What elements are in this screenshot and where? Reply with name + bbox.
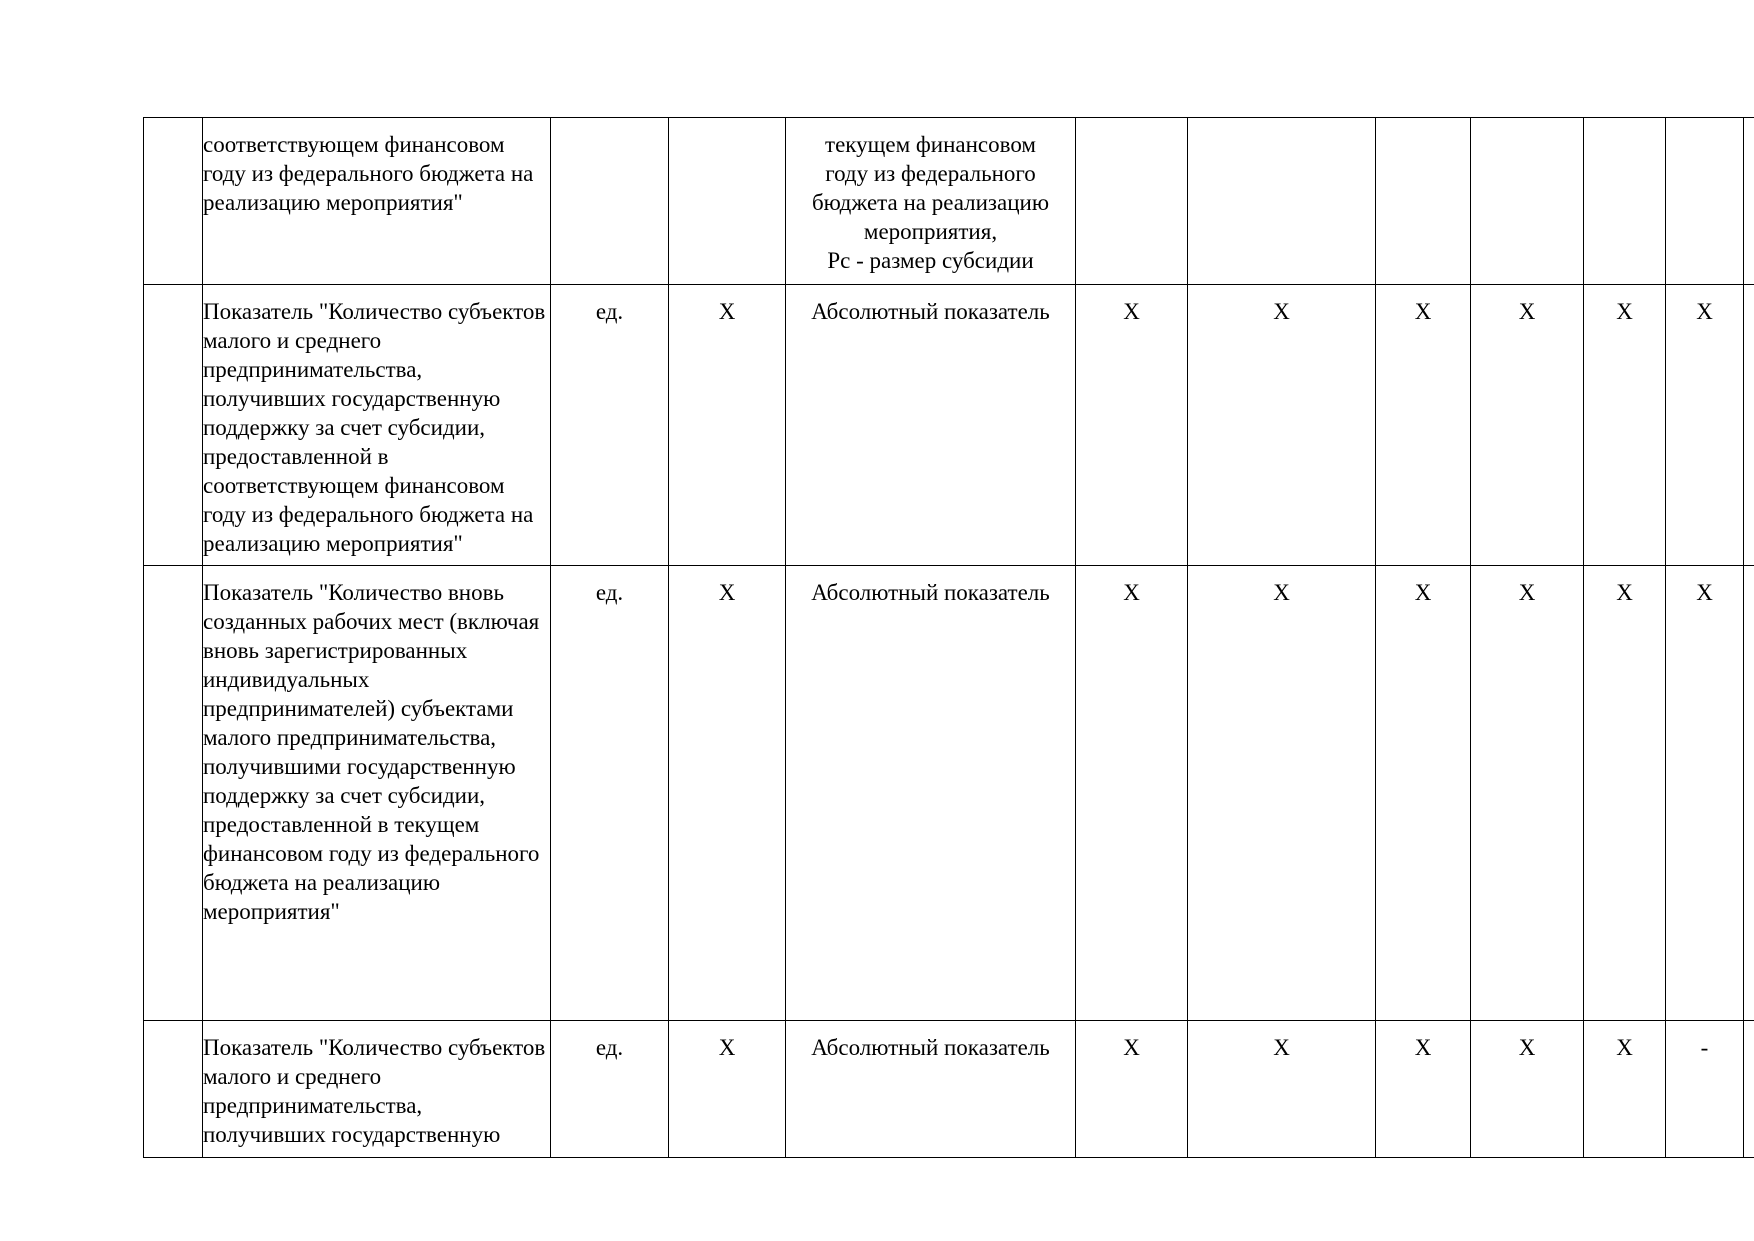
value-cell: X xyxy=(669,1021,786,1158)
unit-cell: ед. xyxy=(551,566,669,1021)
indicator-name-cell: Показатель "Количество вновь созданных рабочих мест (включая вновь зарегистрированных индивидуальных предпринимателей) субъектами малого предпринимательства, получившими государственную поддержку за счет субсидии, предоставленной в текущем финансовом году из федерального бюджета на реализацию мероприятия" xyxy=(203,566,551,1021)
cut-off-cell xyxy=(1744,285,1754,566)
method-cell: Абсолютный показатель xyxy=(786,285,1076,566)
value-cell: X xyxy=(1376,566,1471,1021)
value-cell xyxy=(1076,118,1188,285)
value-cell xyxy=(1188,118,1376,285)
row-number-cell xyxy=(144,285,203,566)
method-cell: Абсолютный показатель xyxy=(786,566,1076,1021)
value-cell: X xyxy=(1376,285,1471,566)
value-cell: X xyxy=(1376,1021,1471,1158)
value-cell: X xyxy=(1584,285,1666,566)
value-cell: X xyxy=(1188,566,1376,1021)
indicator-name-cell: Показатель "Количество субъектов малого и среднего предпринимательства, получивших государственную поддержку за счет субсидии, предоставленной в соответствующем финансовом году из федерального бюджета на реализацию мероприятия" xyxy=(203,285,551,566)
value-cell: X xyxy=(1188,285,1376,566)
value-cell: X xyxy=(1076,1021,1188,1158)
value-cell: X xyxy=(1584,566,1666,1021)
row-number-cell xyxy=(144,118,203,285)
indicator-table xyxy=(143,117,1754,1158)
indicator-name-cell: Показатель "Количество субъектов малого и среднего предпринимательства, получивших государственную xyxy=(203,1021,551,1158)
table-row xyxy=(144,118,1754,285)
value-cell: X xyxy=(669,566,786,1021)
method-cell: Абсолютный показатель xyxy=(786,1021,1076,1158)
value-cell xyxy=(1666,118,1744,285)
value-cell: X xyxy=(1471,1021,1584,1158)
value-cell: X xyxy=(1584,1021,1666,1158)
cut-off-cell xyxy=(1744,1021,1754,1158)
unit-cell: ед. xyxy=(551,1021,669,1158)
value-cell xyxy=(1584,118,1666,285)
value-cell: X xyxy=(1471,566,1584,1021)
value-cell: X xyxy=(1076,566,1188,1021)
value-cell xyxy=(1471,118,1584,285)
table-row xyxy=(144,1021,1754,1158)
indicator-name-cell: соответствующем финансовом году из федерального бюджета на реализацию мероприятия" xyxy=(203,118,551,285)
value-cell xyxy=(669,118,786,285)
table-row xyxy=(144,566,1754,1021)
method-cell: текущем финансовом году из федерального бюджета на реализацию мероприятия, Рс - размер субсидии xyxy=(786,118,1076,285)
cut-off-cell xyxy=(1744,566,1754,1021)
unit-cell xyxy=(551,118,669,285)
value-cell: X xyxy=(1471,285,1584,566)
value-cell: X xyxy=(1076,285,1188,566)
row-number-cell xyxy=(144,1021,203,1158)
value-cell: X xyxy=(1666,285,1744,566)
value-cell: X xyxy=(1666,566,1744,1021)
value-cell: - xyxy=(1666,1021,1744,1158)
value-cell xyxy=(1376,118,1471,285)
unit-cell: ед. xyxy=(551,285,669,566)
value-cell: X xyxy=(1188,1021,1376,1158)
cut-off-cell xyxy=(1744,118,1754,285)
table-row xyxy=(144,285,1754,566)
row-number-cell xyxy=(144,566,203,1021)
value-cell: X xyxy=(669,285,786,566)
